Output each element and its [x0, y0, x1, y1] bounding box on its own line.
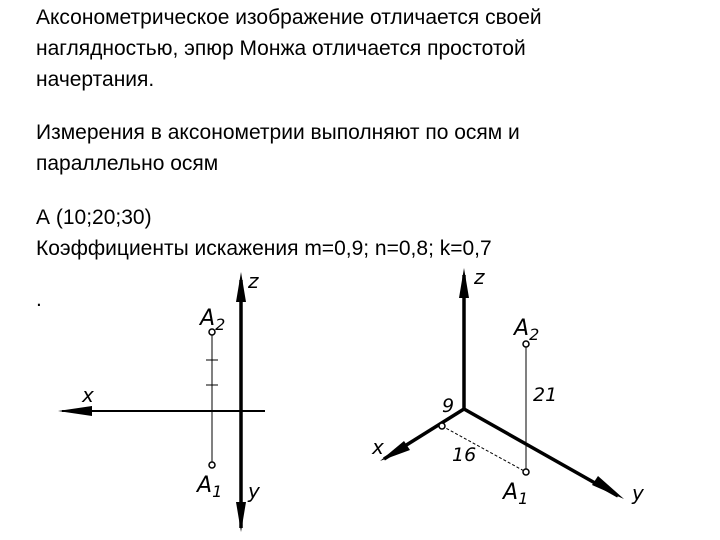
monge-a2-subscript: 2 — [215, 315, 226, 334]
axo-z-label: z — [474, 265, 485, 289]
axo-a2-label — [512, 316, 539, 344]
axo-dim-y-label: 16 — [452, 444, 477, 466]
axo-a1-label — [501, 480, 528, 508]
monge-a2-letter: A — [200, 306, 216, 331]
monge-a1-label — [195, 473, 222, 501]
monge-z-arrowhead — [236, 272, 246, 302]
monge-a1-subscript: 1 — [212, 482, 223, 501]
monge-z-label: z — [248, 269, 259, 293]
axo-dim-z-label: 21 — [533, 384, 558, 406]
axonometric-diagram — [380, 268, 624, 499]
monge-x-label: x — [82, 383, 94, 407]
paragraph-measurement-rule: Измерения в аксонометрии выполняют по осям и параллельно осям — [36, 121, 520, 175]
monge-x-arrowhead — [58, 406, 92, 416]
axo-a1-letter: A — [503, 480, 519, 505]
point-coordinates: А (10;20;30) — [36, 206, 152, 229]
axo-a2-letter: A — [514, 316, 530, 341]
axo-y-label: y — [632, 481, 644, 505]
axo-x-arrowhead — [380, 441, 410, 461]
monge-y-label: y — [248, 479, 260, 503]
distortion-coefficients: Коэффициенты искажения m=0,9; n=0,8; k=0,7 — [36, 237, 492, 260]
axo-z-arrowhead — [459, 268, 469, 298]
monge-a2-label — [198, 306, 225, 334]
monge-y-arrowhead — [236, 502, 246, 532]
paragraph-axonometry-vs-monge: Аксонометрическое изображение отличается своей наглядностью, эпюр Монжа отличается простотой начертания. — [36, 6, 542, 91]
axo-y-arrowhead — [592, 476, 624, 499]
axo-dim-x-label: 9 — [442, 395, 455, 417]
axo-x-label: x — [372, 435, 384, 459]
axonometric-labels — [371, 265, 645, 508]
axo-a1-subscript: 1 — [518, 489, 529, 508]
monge-labels — [81, 269, 261, 503]
monge-a1-letter: A — [197, 473, 213, 498]
axo-point-on-x — [439, 423, 445, 429]
monge-point-a1 — [209, 462, 215, 468]
stray-dot: . — [36, 288, 42, 311]
axo-a2-subscript: 2 — [529, 325, 540, 344]
axo-point-a1 — [523, 469, 529, 475]
